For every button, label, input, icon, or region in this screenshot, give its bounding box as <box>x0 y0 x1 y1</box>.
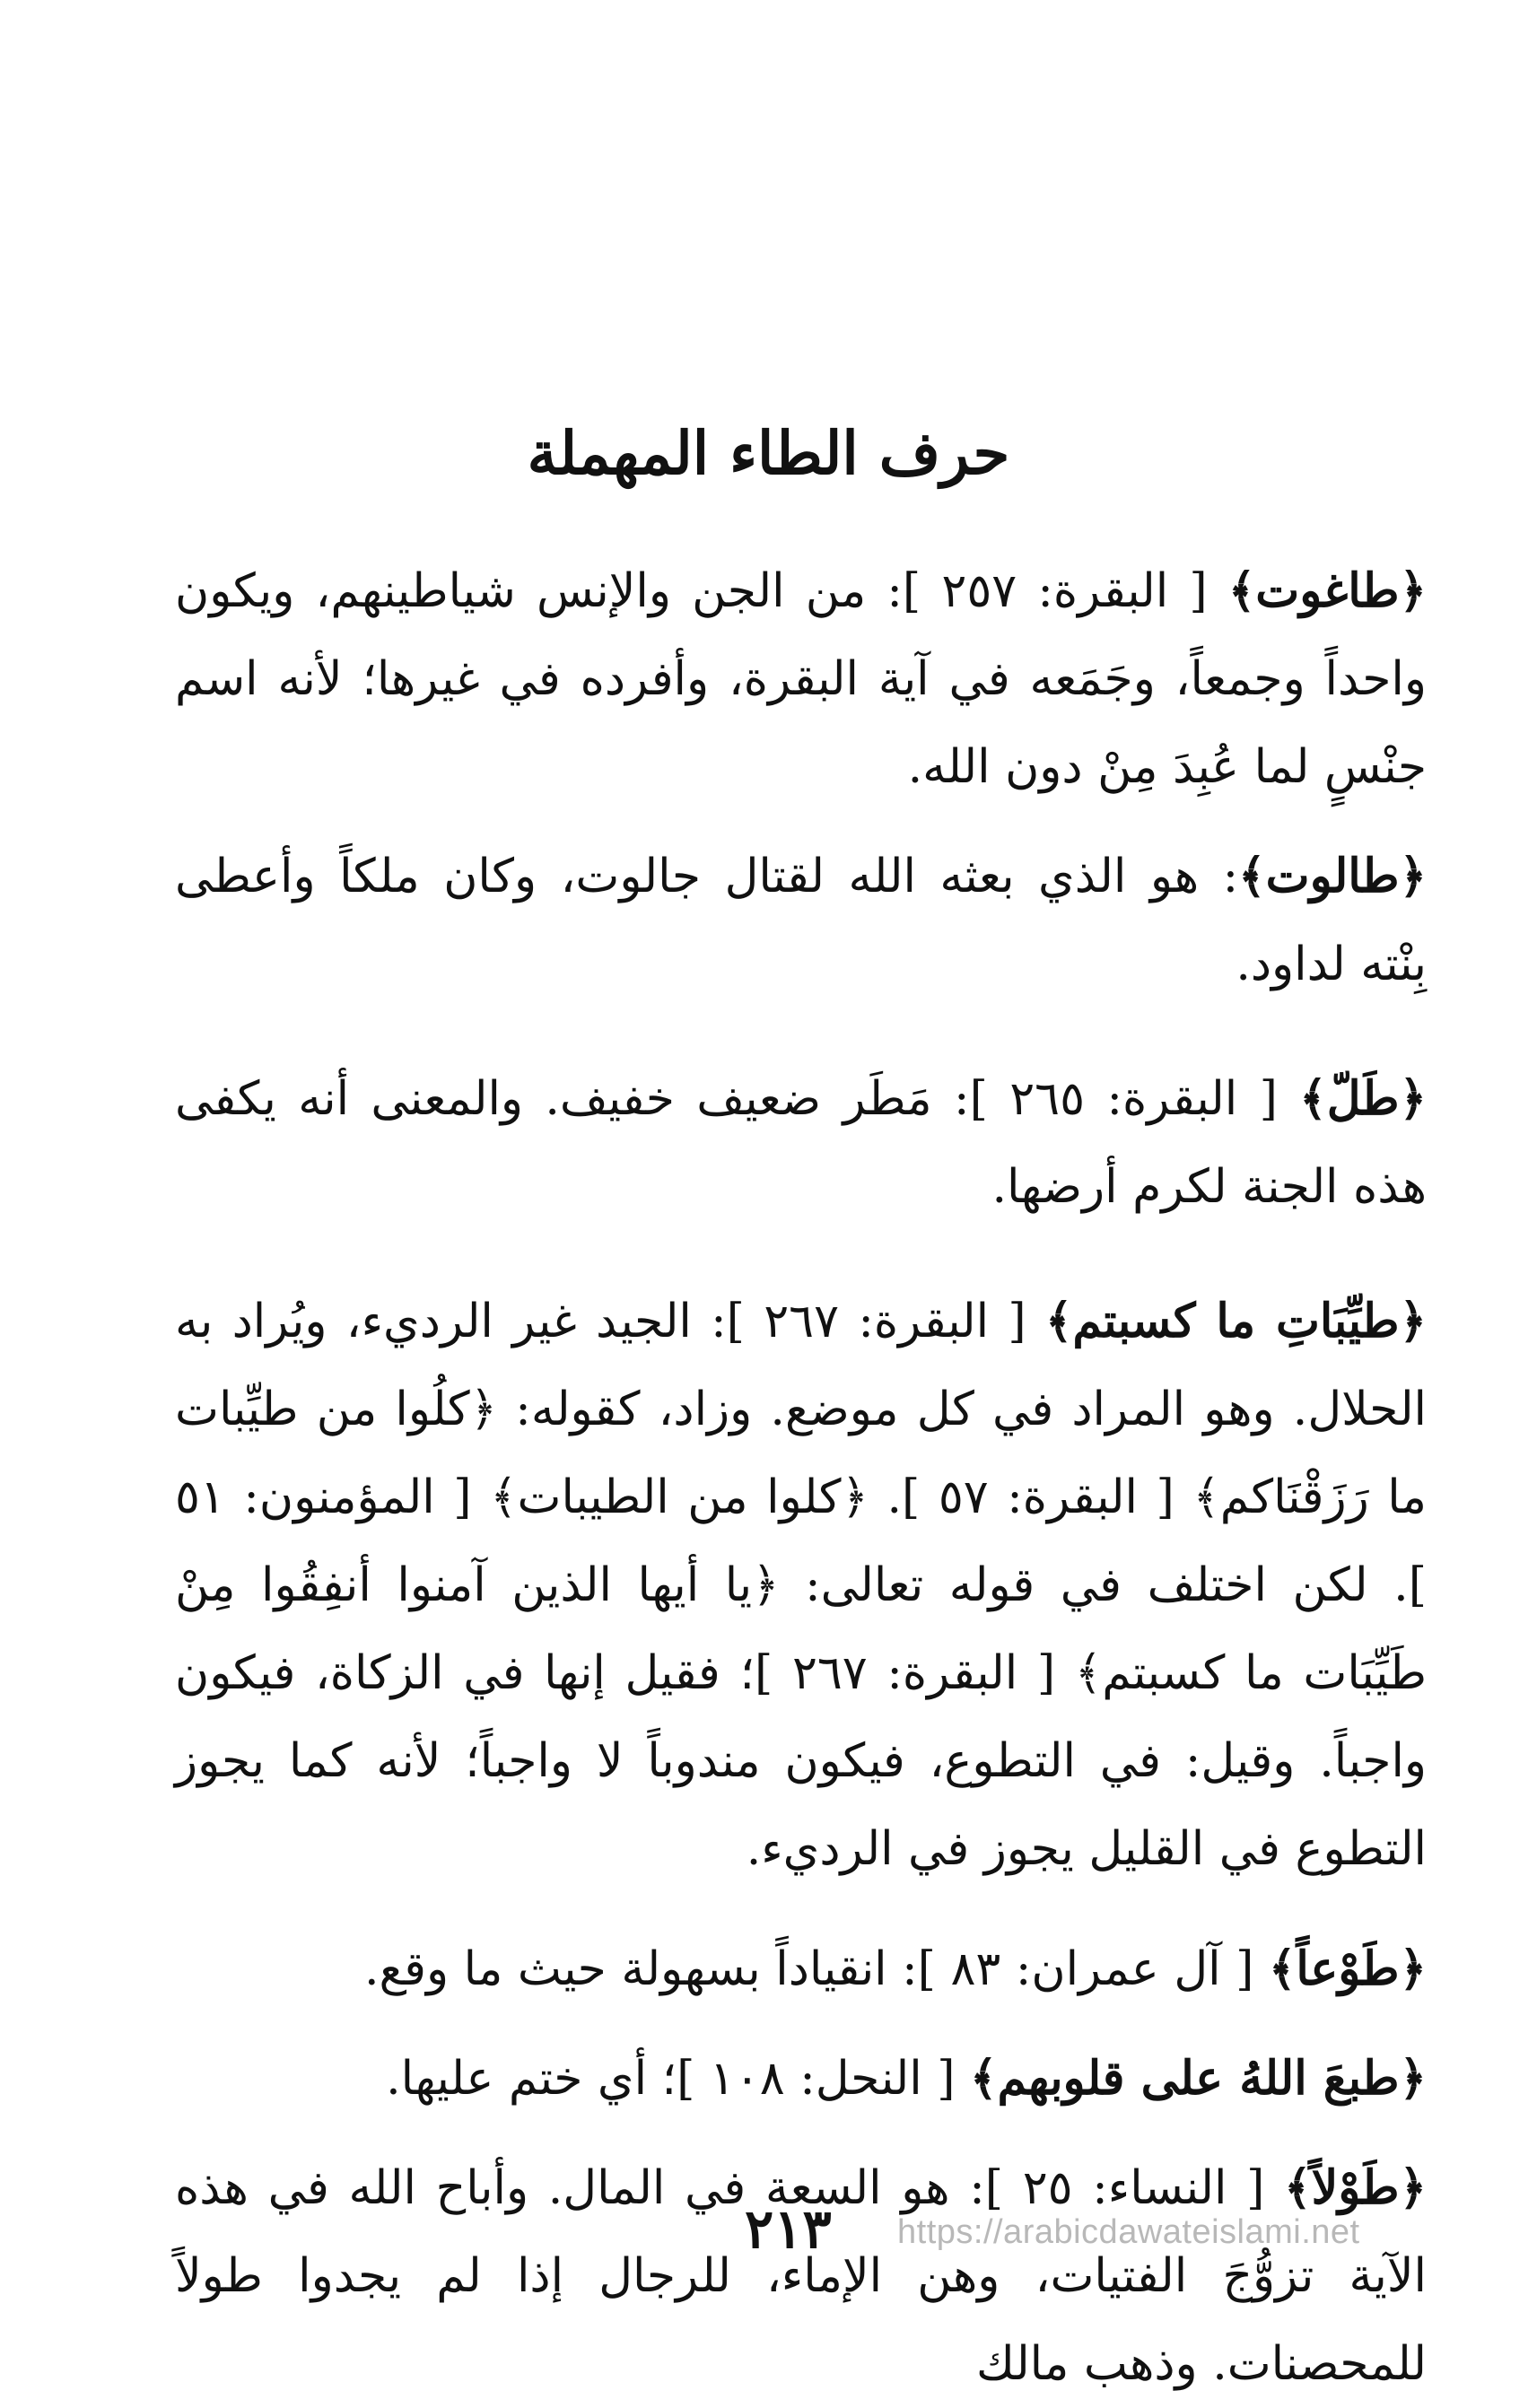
entry-term: ﴿طَوْعاً﴾ <box>1268 1941 1427 1996</box>
entry-term: ﴿طالوت﴾ <box>1238 849 1427 903</box>
entry-term: ﴿طَوْلاً﴾ <box>1284 2160 1427 2215</box>
entry-term: ﴿طاغوت﴾ <box>1227 563 1427 618</box>
entry-term: ﴿طيِّبَاتِ ما كسبتم﴾ <box>1044 1294 1427 1348</box>
watermark-url: https://arabicdawateislami.net <box>897 2213 1360 2251</box>
page-number: ٢١٣ <box>745 2198 832 2261</box>
entry-definition: [ النحل: ١٠٨ ]؛ أي ختم عليها. <box>386 2052 971 2106</box>
entry-definition: [ آل عمران: ٨٣ ]: انقياداً بسهولة حيث ما وقع. <box>363 1942 1269 1996</box>
glossary-entry <box>175 2035 1427 2123</box>
entry-definition: [ البقرة: ٢٥٧ ]: من الجن والإنس شياطينهم، ويكون واحداً وجمعاً، وجَمَعه في آية البقرة، وأفرده في غيرها؛ لأنه اسم جنْسٍ لما عُبِدَ مِنْ دون الله. <box>175 564 1427 794</box>
entry-term: ﴿طَلّ﴾ <box>1299 1071 1427 1126</box>
entry-definition: : هو الذي بعثه الله لقتال جالوت، وكان ملكاً وأعطى بِنْته لداود. <box>175 850 1427 991</box>
glossary-body <box>175 547 1427 2408</box>
glossary-entry <box>175 1925 1427 2013</box>
page-footer <box>0 2180 1537 2279</box>
entry-term: ﴿طبعَ اللهُ على قلوبهم﴾ <box>970 2051 1427 2106</box>
entry-definition: [ البقرة: ٢٦٥ ]: مَطَر ضعيف خفيف. والمعنى أنه يكفى هذه الجنة لكرم أرضها. <box>175 1072 1427 1214</box>
entry-definition: [ البقرة: ٢٦٧ ]: الجيد غير الرديء، ويُراد به الحلال. وهو المراد في كل موضع. وزاد، كقوله: ﴿كلُوا من طيِّبات ما رَزَقْنَاكم﴾ [ البقرة: ٥٧ ]. ﴿كلوا من الطيبات﴾ [ المؤمنون: ٥١ ]. لكن اختلف في قوله تعالى: ﴿يا أيها الذين آمنوا أنفِقُوا مِنْ طَيِّبَات ما كسبتم﴾ [ البقرة: ٢٦٧ ]؛ فقيل إنها في الزكاة، فيكون واجباً. وقيل: في التطوع، فيكون مندوباً لا واجباً؛ لأنه كما يجوز التطوع في القليل يجوز في الرديء. <box>175 1295 1427 1876</box>
entry-definition: [ النساء: ٢٥ ]: هو السعة في المال. وأباح الله في هذه الآية تزوُّجَ الفتيات، وهن الإماء، للرجال إذا لم يجدوا طولاً للمحصنات. وذهب مالك <box>175 2161 1427 2391</box>
glossary-entry <box>175 547 1427 811</box>
glossary-entry <box>175 833 1427 1008</box>
glossary-entry <box>175 1055 1427 1231</box>
chapter-title: حرف الطاء المهملة <box>527 418 1010 488</box>
glossary-entry <box>175 1278 1427 1893</box>
